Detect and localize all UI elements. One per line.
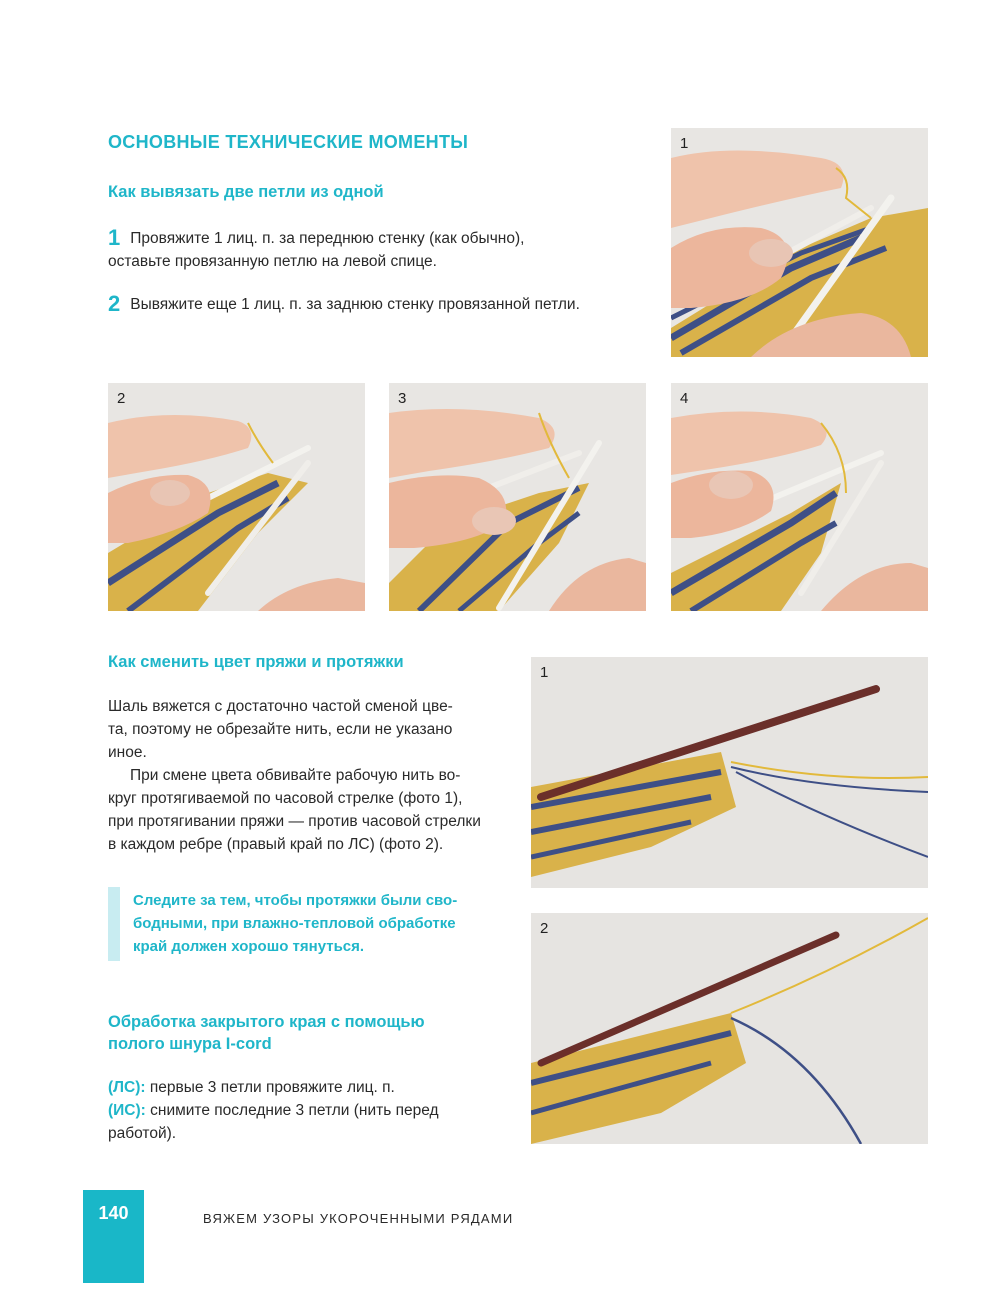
ws-instruction: [108, 1099, 508, 1122]
step-2: [108, 292, 668, 316]
photo-3-label: 3: [398, 390, 407, 407]
photo-step-3: [389, 383, 646, 611]
ws-label: (ИС):: [108, 1102, 146, 1119]
paragraph-line: круг протягиваемой по часовой стрелке (фото 1),: [108, 790, 463, 807]
callout-line: край должен хорошо тянуться.: [133, 938, 365, 955]
rs-text: первые 3 петли провяжите лиц. п.: [145, 1079, 395, 1096]
rs-instruction: [108, 1076, 508, 1099]
step-2-text: Вывяжите еще 1 лиц. п. за заднюю стенку провязанной петли.: [130, 296, 580, 313]
photo-step-4: [671, 383, 928, 611]
heading-icord-edge: [108, 1011, 425, 1055]
ws-text-cont: работой).: [108, 1125, 177, 1142]
running-title: ВЯЖЕМ УЗОРЫ УКОРОЧЕННЫМИ РЯДАМИ: [203, 1211, 514, 1226]
step-1-number: 1: [108, 225, 121, 250]
heading-line: полого шнура I-cord: [108, 1035, 272, 1053]
photo-1-label: 1: [680, 135, 689, 152]
photo-color-change-1: [531, 657, 928, 888]
callout-line: Следите за тем, чтобы протяжки были сво-: [133, 892, 458, 909]
rs-label: (ЛС):: [108, 1079, 146, 1096]
page-number: 140: [98, 1203, 129, 1223]
paragraph-line: при протягивании пряжи — против часовой стрелки: [108, 813, 481, 830]
callout-line: бодными, при влажно-тепловой обработке: [133, 915, 456, 932]
section-title: ОСНОВНЫЕ ТЕХНИЧЕСКИЕ МОМЕНТЫ: [108, 132, 469, 152]
ws-text: снимите последние 3 петли (нить перед: [145, 1102, 439, 1119]
icord-instructions: [108, 1076, 508, 1145]
callout-text: [133, 889, 493, 958]
heading-two-from-one: Как вывязать две петли из одной: [108, 183, 384, 201]
step-1-text-cont: оставьте провязанную петлю на левой спице.: [108, 253, 437, 270]
photo-4-label: 4: [680, 390, 689, 407]
photo-step-2: [108, 383, 365, 611]
step-2-number: 2: [108, 291, 121, 316]
color-change-paragraph: [108, 695, 518, 856]
photo-right-1-label: 1: [540, 664, 549, 681]
photo-right-2-label: 2: [540, 920, 549, 937]
photo-2-label: 2: [117, 390, 126, 407]
paragraph-line: та, поэтому не обрезайте нить, если не указано: [108, 721, 453, 738]
photo-step-1: [671, 128, 928, 357]
paragraph-line: иное.: [108, 744, 147, 761]
heading-line: Обработка закрытого края с помощью: [108, 1013, 425, 1031]
paragraph-line: в каждом ребре (правый край по ЛС) (фото 2).: [108, 836, 444, 853]
paragraph-line: При смене цвета обвивайте рабочую нить во-: [130, 767, 461, 784]
photo-color-change-2: [531, 913, 928, 1144]
callout-bar: [108, 887, 120, 961]
step-1-text: Провяжите 1 лиц. п. за переднюю стенку (как обычно),: [130, 230, 525, 247]
step-1: [108, 226, 648, 273]
heading-color-change: Как сменить цвет пряжи и протяжки: [108, 653, 404, 671]
paragraph-line: Шаль вяжется с достаточно частой сменой цве-: [108, 698, 453, 715]
